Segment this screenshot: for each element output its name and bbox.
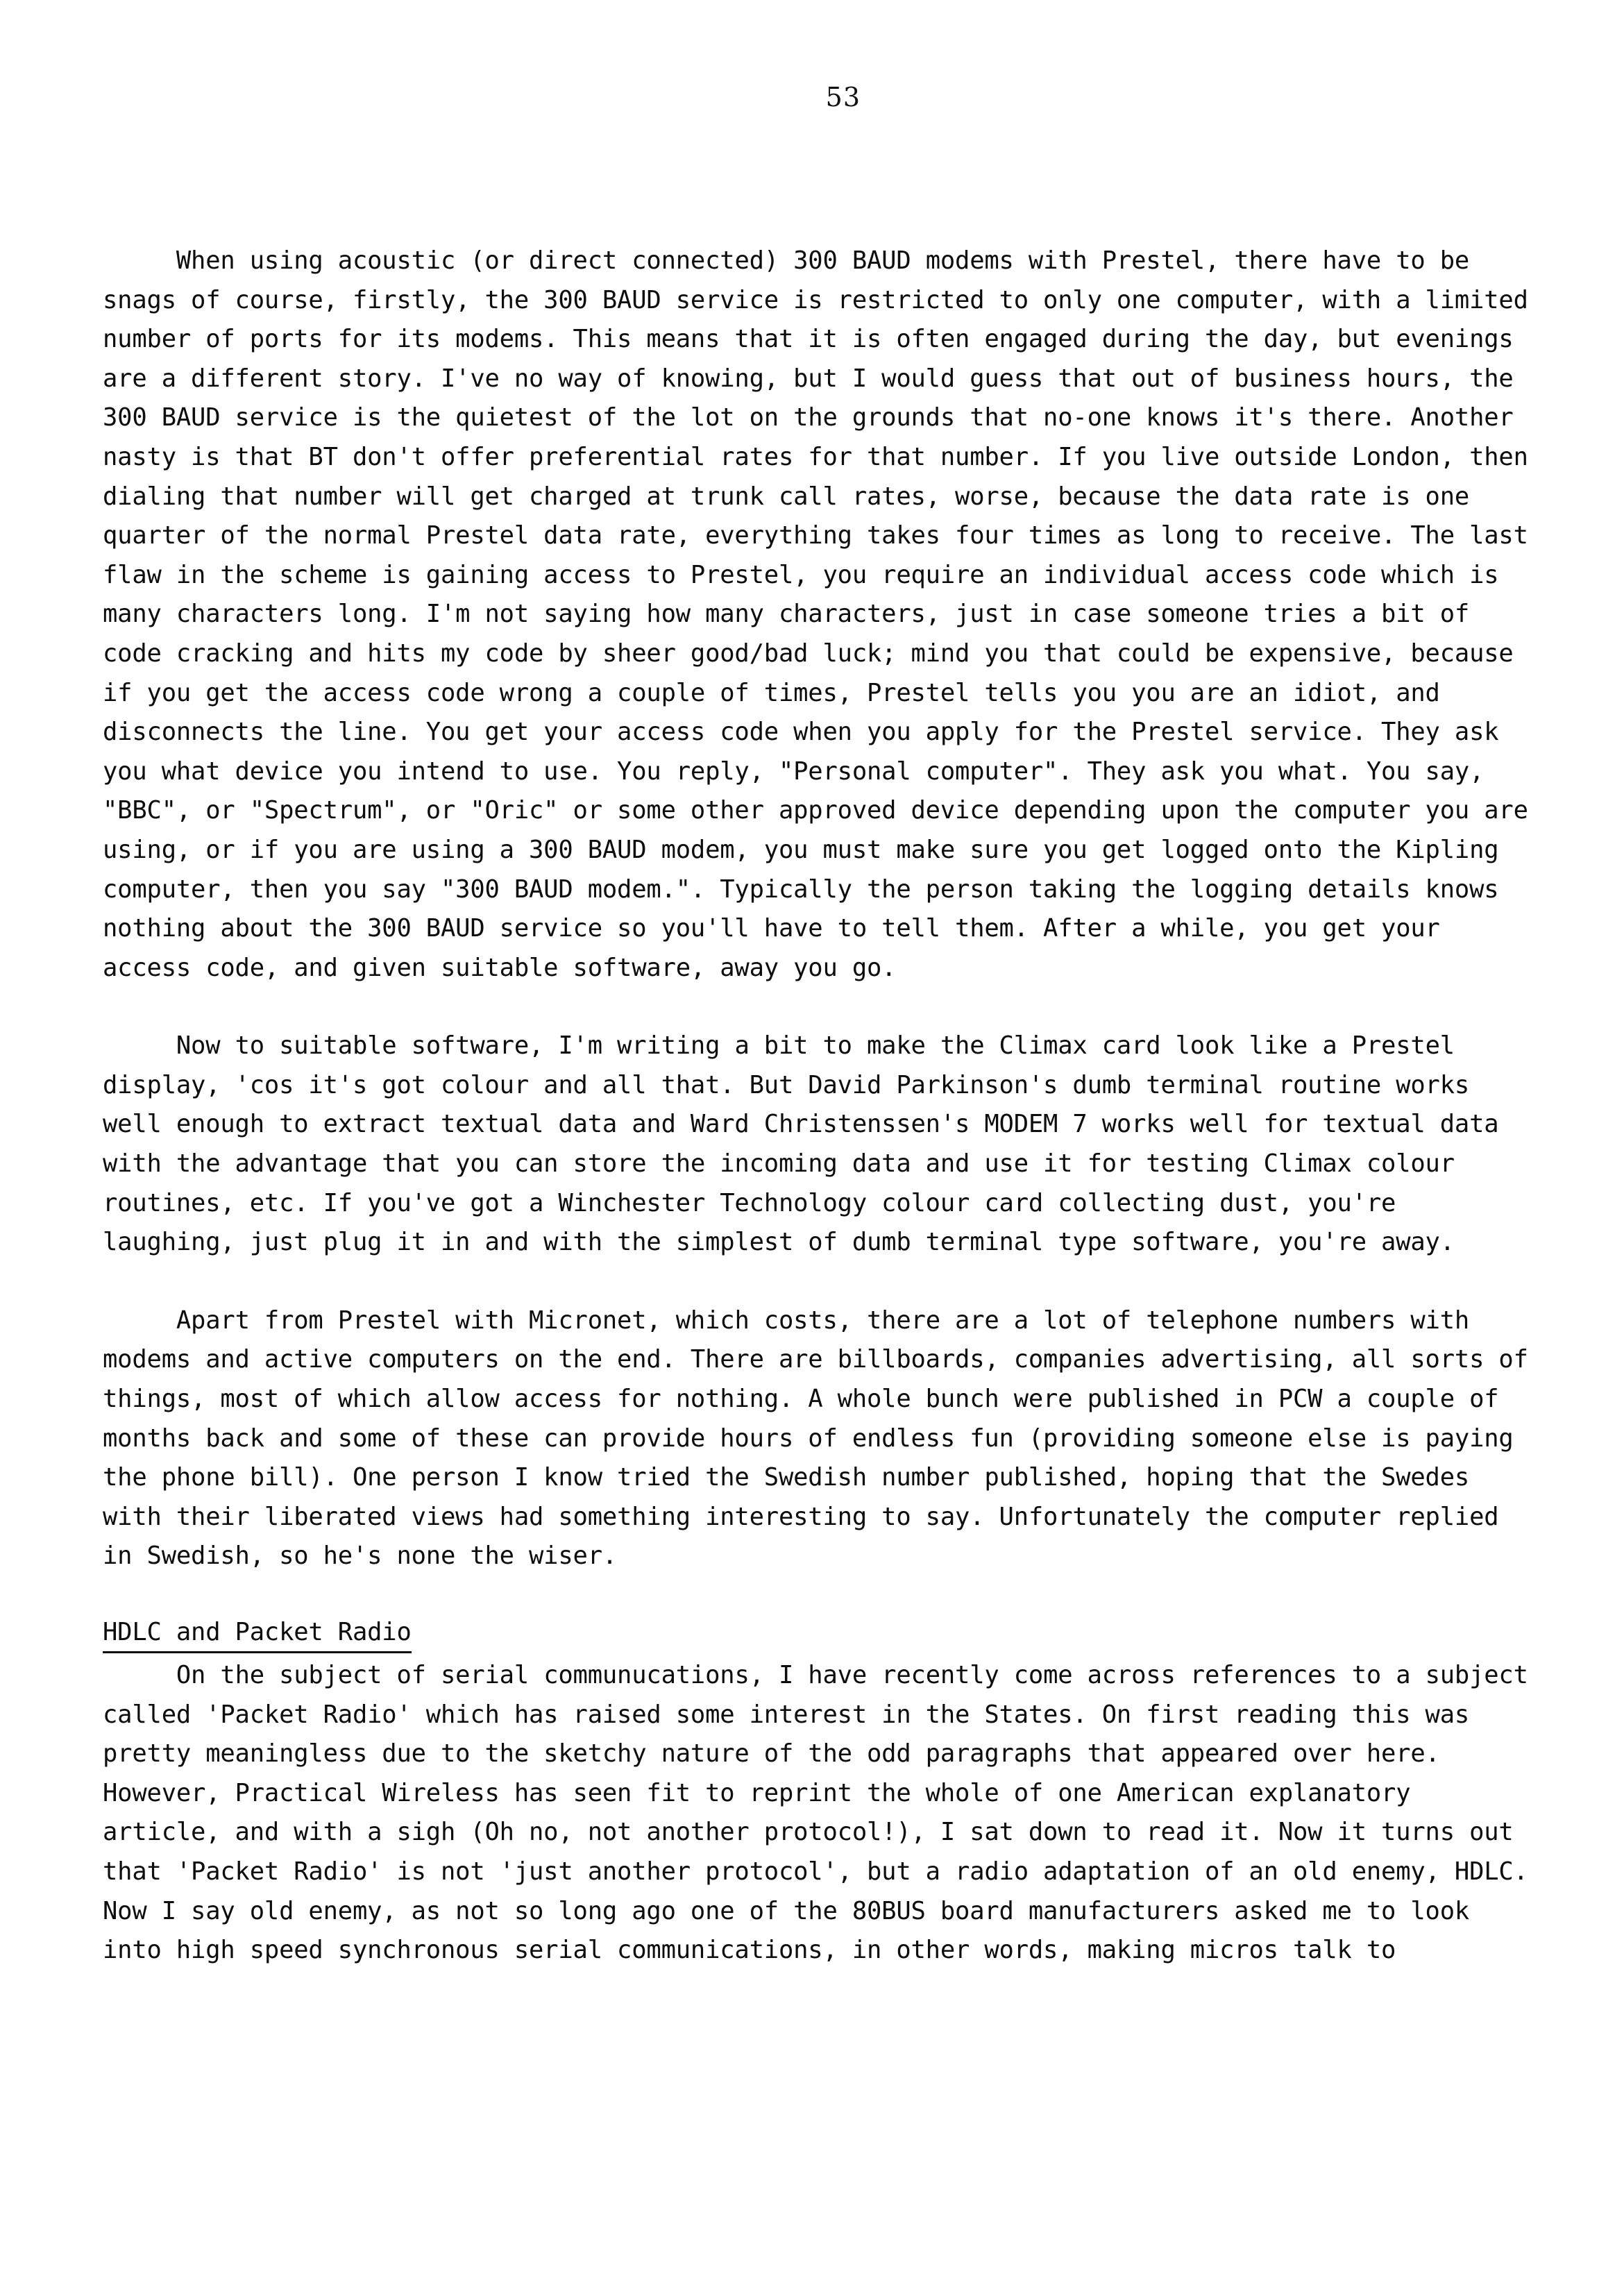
paragraph-prestel-300-baud: When using acoustic (or direct connected) 300 BAUD modems with Prestel, there have to be snags of course, firstly, the 300 BAUD service is restricted to only one computer, with a limited number of ports for its modems. This means that it is often engaged during the day, but evenings are a different story. I've no way of knowing, but I would guess that out of business hours, the 300 BAUD service is the quietest of the lot on the grounds that no-one knows it's there. Another nasty is that BT don't offer preferential rates for that number. If you live outside London, then dialing that number will get charged at trunk call rates, worse, because the data rate is one quarter of the normal Prestel data rate, everything takes four times as long to receive. The last flaw in the scheme is gaining access to Prestel, you require an individual access code which is many characters long. I'm not saying how many characters, just in case someone tries a bit of code cracking and hits my code by sheer good/bad luck; mind you that could be expensive, because if you get the access code wrong a couple of times, Prestel tells you you are an idiot, and disconnects the line. You get your access code when you apply for the Prestel service. They ask you what device you intend to use. You reply, "Personal computer". They ask you what. You say, "BBC", or "Spectrum", or "Oric" or some other approved device depending upon the computer you are using, or if you are using a 300 BAUD modem, you must make sure you get logged onto the Kipling computer, then you say "300 BAUD modem.". Typically the person taking the logging details knows nothing about the 300 BAUD service so you'll have to tell them. After a while, you get your access code, and given suitable software, away you go. (103, 246, 1543, 982)
page-body (103, 242, 1541, 1970)
section-heading-block (103, 1615, 1541, 1653)
paragraph-micronet-bulletin-boards: Apart from Prestel with Micronet, which costs, there are a lot of telephone numbers with modems and active computers on the end. There are billboards, companies advertising, all sorts of things, most of which allow access for nothing. A whole bunch were published in PCW a couple of months back and some of these can provide hours of endless fun (providing someone else is paying the phone bill). One person I know tried the Swedish number published, hoping that the Swedes with their liberated views had something interesting to say. Unfortunately the computer replied in Swedish, so he's none the wiser. (103, 1306, 1543, 1571)
paragraph-spacer (103, 1576, 1541, 1615)
paragraph-spacer (103, 1263, 1541, 1301)
paragraph-suitable-software: Now to suitable software, I'm writing a bit to make the Climax card look like a Prestel display, 'cos it's got colour and all that. But David Parkinson's dumb terminal routine works well enough to extract textual data and Ward Christenssen's MODEM 7 works well for textual data with the advantage that you can store the incoming data and use it for testing Climax colour routines, etc. If you've got a Winchester Technology colour card collecting dust, you're laughing, just plug it in and with the simplest of dumb terminal type software, you're away. (103, 1031, 1514, 1257)
page-number: 53 (825, 82, 861, 112)
section-heading-hdlc-and-packet-radio: HDLC and Packet Radio (103, 1615, 412, 1653)
paragraph-packet-radio: On the subject of serial communucations, I have recently come across references to a subject called 'Packet Radio' which has raised some interest in the States. On first reading this was pretty meaningless due to the sketchy nature of the odd paragraphs that appeared over here. However, Practical Wireless has seen fit to reprint the whole of one American explanatory article, and with a sigh (Oh no, not another protocol!), I sat down to read it. Now it turns out that 'Packet Radio' is not 'just another protocol', but a radio adaptation of an old enemy, HDLC. Now I say old enemy, as not so long ago one of the 80BUS board manufacturers asked me to look into high speed synchronous serial communications, in other words, making micros talk to (103, 1661, 1543, 1965)
paragraph-spacer (103, 988, 1541, 1027)
